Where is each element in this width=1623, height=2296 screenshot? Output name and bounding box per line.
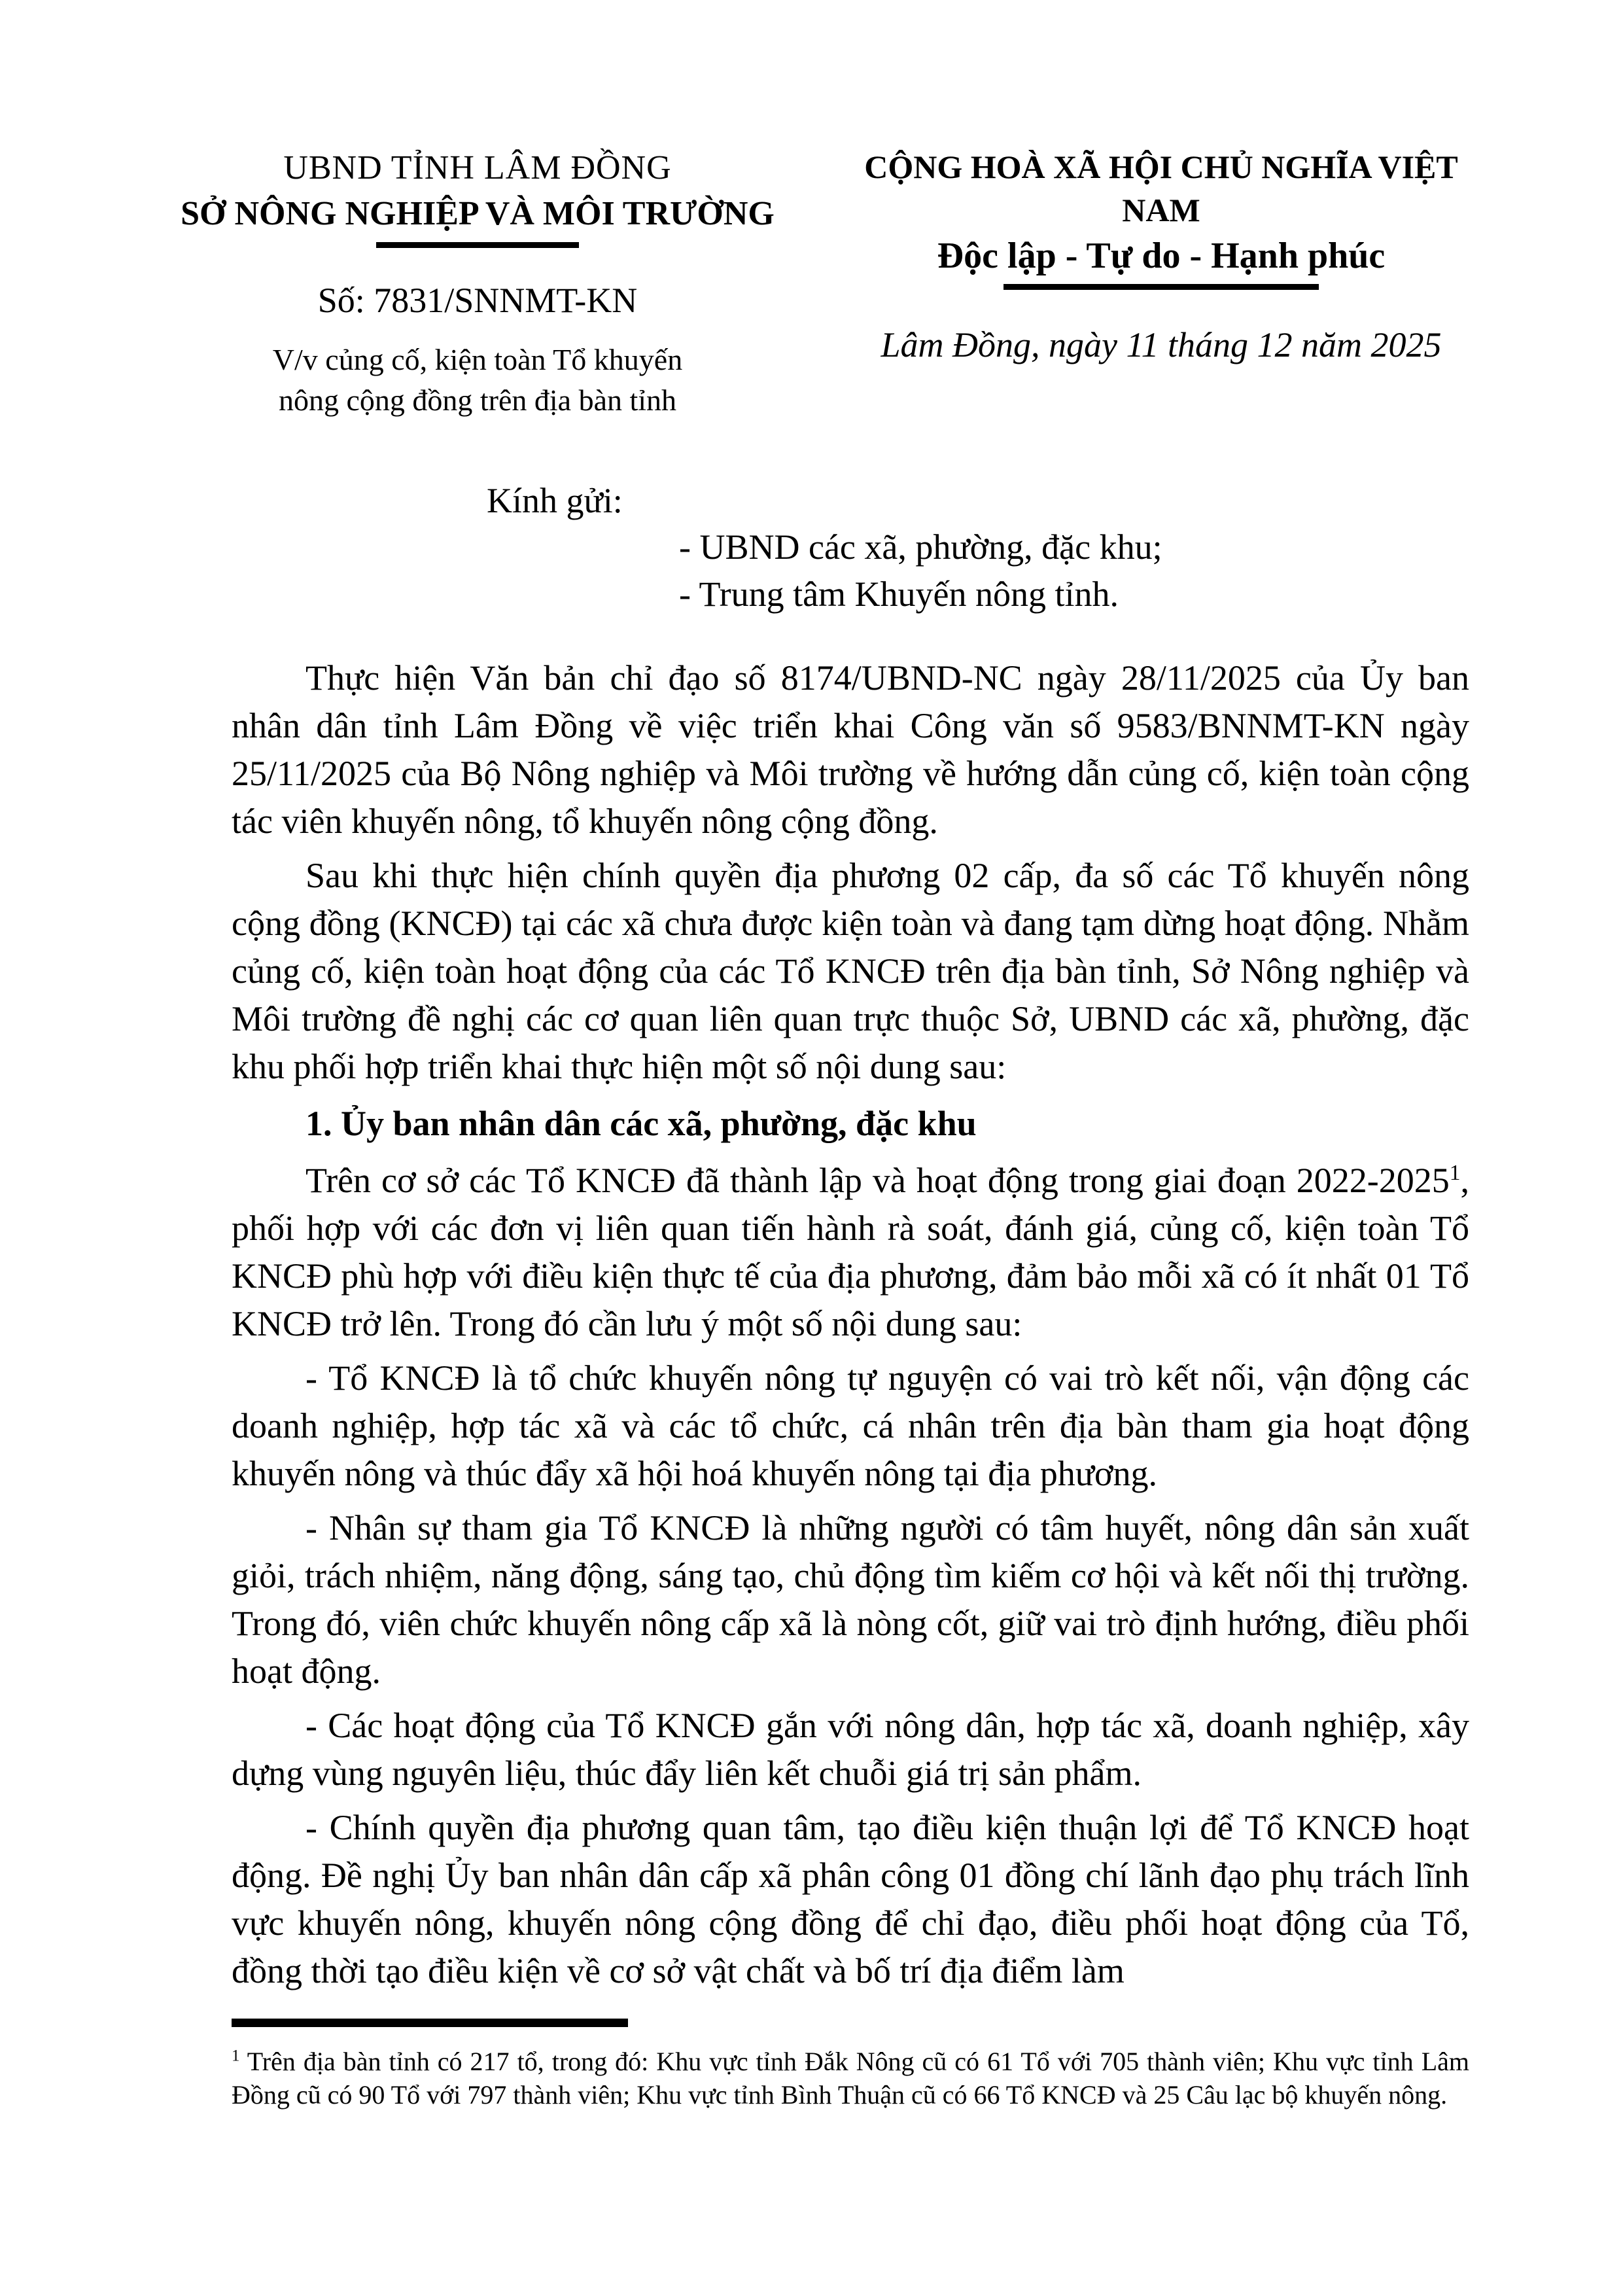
header-national-motto: [844, 145, 1478, 366]
document-number: Số: 7831/SNNMT-KN: [317, 281, 638, 320]
recipient-item: - Trung tâm Khuyến nông tỉnh.: [679, 574, 1119, 614]
national-motto: Độc lập - Tự do - Hạnh phúc: [937, 236, 1386, 276]
subject-line-2: nông cộng đồng trên địa bàn tỉnh: [278, 383, 677, 417]
footnote-reference: 1: [1449, 1161, 1461, 1185]
footnote-text: Trên địa bàn tỉnh có 217 tổ, trong đó: Khu vực tỉnh Đắk Nông cũ có 61 Tổ với 705 thành viên; Khu vực tỉnh Lâm Đồng cũ có 90 Tổ với 797 thành viên; Khu vực tỉnh Bình Thuận cũ có 66 Tổ KNCĐ và 25 Câu lạc bộ khuyến nông.: [232, 2047, 1469, 2110]
footnote: [232, 2045, 1469, 2111]
body-paragraph-1: Thực hiện Văn bản chỉ đạo số 8174/UBND-NC ngày 28/11/2025 của Ủy ban nhân dân tỉnh Lâm Đồng về việc triển khai Công văn số 9583/BNNMT-KN ngày 25/11/2025 của Bộ Nông nghiệp và Môi trường về hướng dẫn củng cố, kiện toàn cộng tác viên khuyến nông, tổ khuyến nông cộng đồng.: [232, 658, 1469, 841]
place-and-date: Lâm Đồng, ngày 11 tháng 12 năm 2025: [881, 325, 1442, 364]
paragraph-3-text: Trên cơ sở các Tổ KNCĐ đã thành lập và hoạt động trong giai đoạn 2022-2025: [305, 1161, 1450, 1200]
issuing-agency-name: SỞ NÔNG NGHIỆP VÀ MÔI TRƯỜNG: [181, 195, 775, 232]
body-paragraph-3: [232, 1157, 1469, 1348]
parent-agency-name: UBND TỈNH LÂM ĐỒNG: [283, 149, 672, 186]
header-issuing-agency: [169, 145, 786, 421]
body-paragraph-2: Sau khi thực hiện chính quyền địa phương 02 cấp, đa số các Tổ khuyến nông cộng đồng (KNCĐ) tại các xã chưa được kiện toàn và đang tạm dừng hoạt động. Nhằm củng cố, kiện toàn hoạt động của các Tổ KNCĐ trên địa bàn tỉnh, Sở Nông nghiệp và Môi trường đề nghị các cơ quan liên quan trực thuộc Sở, UBND các xã, phường, đặc khu phối hợp triển khai thực hiện một số nội dung sau:: [232, 856, 1469, 1086]
document-body: [232, 654, 1469, 2002]
salutation-label: Kính gửi:: [487, 481, 623, 520]
agency-name-underline: [376, 242, 579, 248]
recipient-item: - UBND các xã, phường, đặc khu;: [679, 527, 1162, 567]
body-bullet-3: - Các hoạt động của Tổ KNCĐ gắn với nông dân, hợp tác xã, doanh nghiệp, xây dựng vùng nguyên liệu, thúc đẩy liên kết chuỗi giá trị sản phẩm.: [232, 1706, 1469, 1793]
body-bullet-1: - Tổ KNCĐ là tổ chức khuyến nông tự nguyện có vai trò kết nối, vận động các doanh nghiệp, hợp tác xã và các tổ chức, cá nhân trên địa bàn tham gia hoạt động khuyến nông và thúc đẩy xã hội hoá khuyến nông tại địa phương.: [232, 1358, 1469, 1493]
paragraph-3-text-continued: , phối hợp với các đơn vị liên quan tiến hành rà soát, đánh giá, củng cố, kiện toàn Tổ KNCĐ phù hợp với điều kiện thực tế của địa phương, đảm bảo mỗi xã có ít nhất 01 Tổ KNCĐ trở lên. Trong đó cần lưu ý một số nội dung sau:: [232, 1161, 1469, 1343]
recipient-list: [679, 523, 1162, 618]
national-title: CỘNG HOÀ XÃ HỘI CHỦ NGHĨA VIỆT NAM: [864, 149, 1458, 228]
body-bullet-2: - Nhân sự tham gia Tổ KNCĐ là những người có tâm huyết, nông dân sản xuất giỏi, trách nhiệm, năng động, sáng tạo, chủ động tìm kiếm cơ hội và kết nối thị trường. Trong đó, viên chức khuyến nông cấp xã là nòng cốt, giữ vai trò định hướng, điều phối hoạt động.: [232, 1508, 1469, 1691]
footnote-marker: 1: [232, 2047, 240, 2065]
document-subject: [169, 340, 786, 421]
body-bullet-4: - Chính quyền địa phương quan tâm, tạo điều kiện thuận lợi để Tổ KNCĐ hoạt động. Đề nghị Ủy ban nhân dân cấp xã phân công 01 đồng chí lãnh đạo phụ trách lĩnh vực khuyến nông, khuyến nông cộng đồng để chỉ đạo, điều phối hoạt động của Tổ, đồng thời tạo điều kiện về cơ sở vật chất và bố trí địa điểm làm: [232, 1808, 1469, 1990]
footnote-separator: [232, 2019, 628, 2027]
section-heading-1: 1. Ủy ban nhân dân các xã, phường, đặc khu: [305, 1104, 977, 1143]
motto-underline: [1003, 284, 1319, 290]
subject-line-1: V/v củng cố, kiện toàn Tổ khuyến: [272, 343, 683, 376]
